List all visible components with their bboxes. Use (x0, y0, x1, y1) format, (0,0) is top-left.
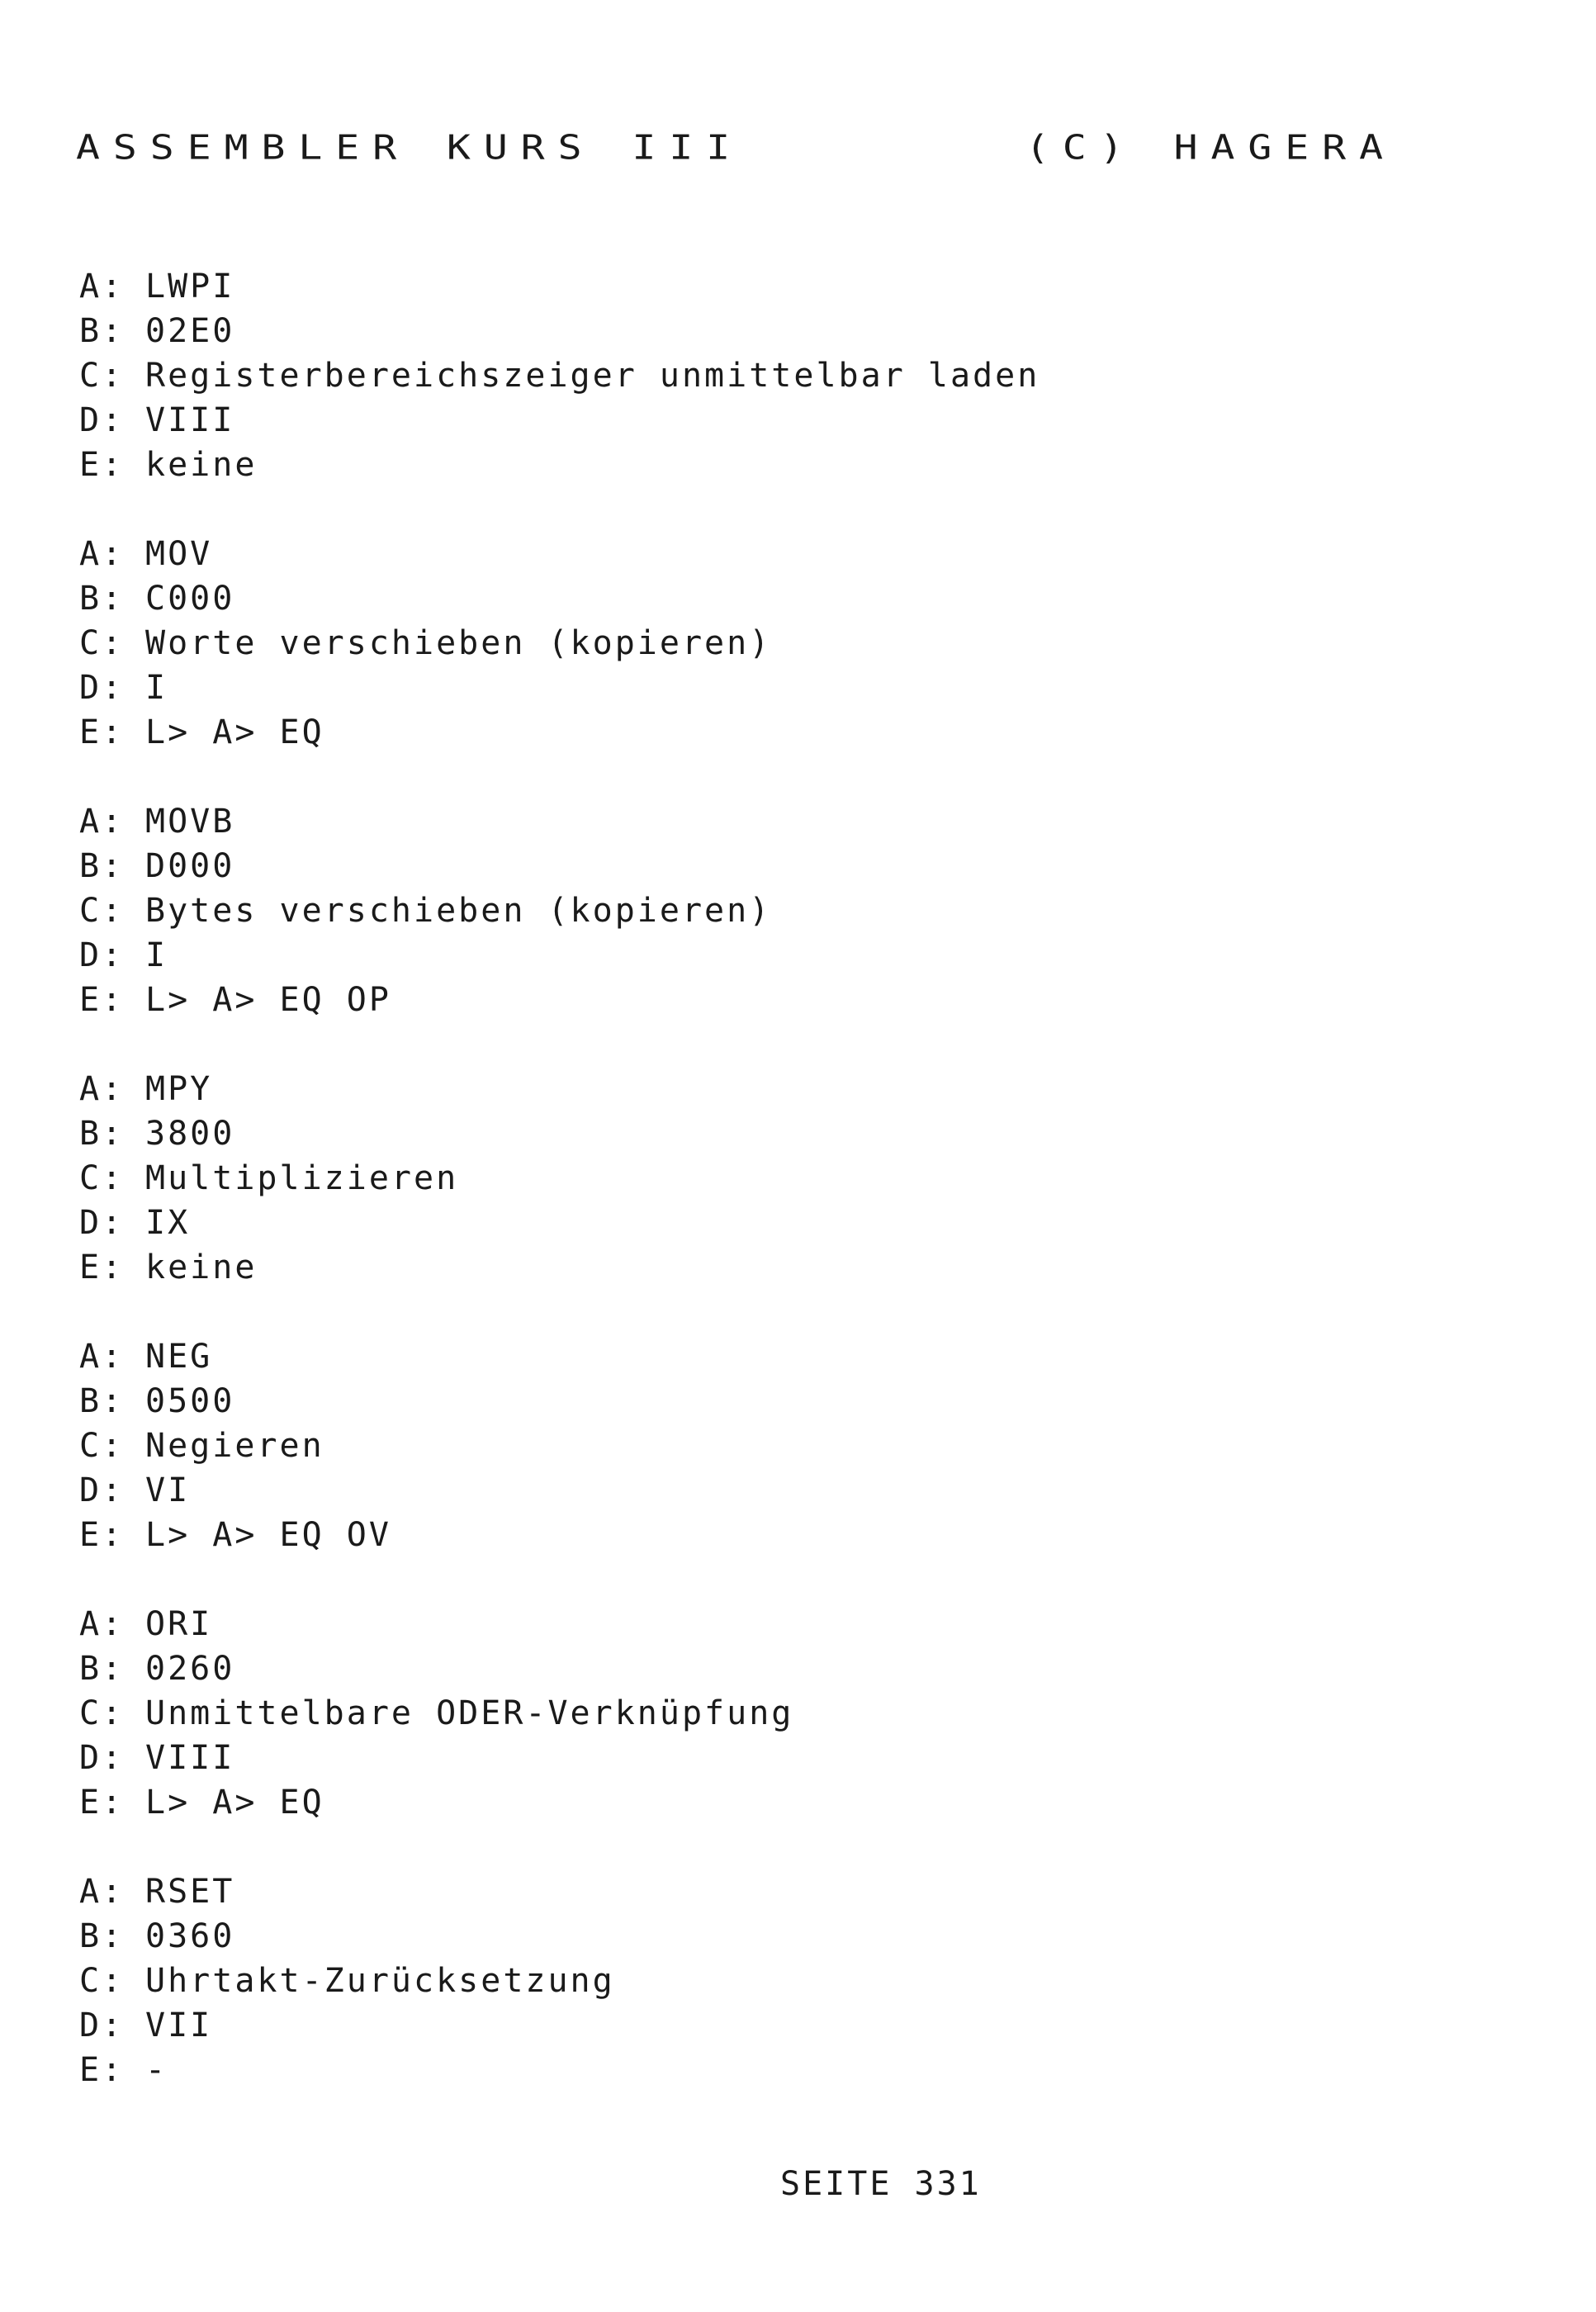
field-e (79, 710, 1400, 755)
field-c (79, 1424, 1400, 1468)
field-a (79, 264, 1400, 309)
field-a (79, 1602, 1400, 1646)
instruction-entry (79, 264, 1400, 487)
field-label: D: (79, 936, 125, 974)
field-label: B: (79, 580, 125, 618)
field-value: Registerbereichszeiger unmittelbar laden (145, 357, 1040, 395)
field-label: D: (79, 2006, 125, 2044)
field-value: L> A> EQ OV (145, 1516, 391, 1554)
field-a (79, 799, 1400, 844)
field-label: C: (79, 1159, 125, 1197)
field-label: B: (79, 1917, 125, 1955)
field-label: C: (79, 892, 125, 930)
field-value: keine (145, 1248, 258, 1286)
instruction-list (79, 264, 1400, 2137)
field-label: D: (79, 1204, 125, 1242)
copyright-notice: (C) HAGERA (1025, 128, 1396, 168)
field-label: B: (79, 1382, 125, 1420)
field-value: 3800 (145, 1115, 235, 1153)
field-e (79, 1245, 1400, 1290)
field-value: Uhrtakt-Zurücksetzung (145, 1962, 615, 2000)
field-label: D: (79, 1739, 125, 1777)
field-label: C: (79, 624, 125, 662)
field-label: C: (79, 357, 125, 395)
field-label: B: (79, 847, 125, 885)
field-b (79, 1914, 1400, 1959)
field-c (79, 1691, 1400, 1736)
instruction-entry (79, 532, 1400, 755)
field-label: C: (79, 1962, 125, 2000)
field-value: LWPI (145, 268, 235, 306)
course-title: ASSEMBLER KURS III (76, 128, 744, 168)
field-label: A: (79, 1605, 125, 1643)
field-value: C000 (145, 580, 235, 618)
field-a (79, 1067, 1400, 1111)
field-value: 0360 (145, 1917, 235, 1955)
field-c (79, 1959, 1400, 2003)
field-label: B: (79, 1115, 125, 1153)
field-value: 02E0 (145, 312, 235, 350)
field-label: A: (79, 1070, 125, 1108)
field-label: E: (79, 1248, 125, 1286)
page-number: SEITE 331 (780, 2165, 982, 2203)
field-d (79, 1201, 1400, 1245)
field-value: 0260 (145, 1650, 235, 1688)
field-label: E: (79, 713, 125, 751)
field-a (79, 1869, 1400, 1914)
field-c (79, 353, 1400, 398)
field-value: VIII (145, 1739, 235, 1777)
field-value: I (145, 936, 168, 974)
field-label: E: (79, 981, 125, 1019)
field-value: L> A> EQ (145, 713, 324, 751)
field-value: I (145, 669, 168, 707)
field-value: keine (145, 446, 258, 484)
field-value: D000 (145, 847, 235, 885)
field-label: E: (79, 446, 125, 484)
field-value: Negieren (145, 1427, 324, 1465)
field-value: VIII (145, 401, 235, 439)
field-e (79, 2048, 1400, 2092)
field-label: E: (79, 1784, 125, 1822)
field-e (79, 1513, 1400, 1557)
field-value: Bytes verschieben (kopieren) (145, 892, 772, 930)
field-value: MPY (145, 1070, 213, 1108)
field-value: VII (145, 2006, 213, 2044)
field-label: B: (79, 312, 125, 350)
field-value: ORI (145, 1605, 213, 1643)
field-label: C: (79, 1427, 125, 1465)
field-label: D: (79, 401, 125, 439)
field-d (79, 666, 1400, 710)
field-value: MOVB (145, 803, 235, 841)
field-value: IX (145, 1204, 191, 1242)
field-value: NEG (145, 1338, 213, 1376)
field-b (79, 844, 1400, 888)
field-label: C: (79, 1694, 125, 1732)
field-a (79, 532, 1400, 576)
field-d (79, 933, 1400, 978)
field-value: L> A> EQ (145, 1784, 324, 1822)
field-c (79, 888, 1400, 933)
field-d (79, 2003, 1400, 2048)
field-label: A: (79, 535, 125, 573)
field-b (79, 1379, 1400, 1424)
field-label: D: (79, 1471, 125, 1509)
field-value: 0500 (145, 1382, 235, 1420)
field-d (79, 1736, 1400, 1780)
field-e (79, 978, 1400, 1022)
instruction-entry (79, 1602, 1400, 1825)
field-label: A: (79, 803, 125, 841)
field-value: Multiplizieren (145, 1159, 459, 1197)
field-d (79, 1468, 1400, 1513)
field-b (79, 576, 1400, 621)
instruction-entry (79, 1067, 1400, 1290)
field-e (79, 443, 1400, 487)
field-e (79, 1780, 1400, 1825)
field-label: E: (79, 1516, 125, 1554)
field-label: A: (79, 268, 125, 306)
field-b (79, 1111, 1400, 1156)
field-d (79, 398, 1400, 443)
field-value: L> A> EQ OP (145, 981, 391, 1019)
instruction-entry (79, 1869, 1400, 2092)
field-label: B: (79, 1650, 125, 1688)
field-label: A: (79, 1873, 125, 1911)
field-c (79, 621, 1400, 666)
field-value: MOV (145, 535, 213, 573)
field-b (79, 309, 1400, 353)
field-b (79, 1646, 1400, 1691)
field-label: D: (79, 669, 125, 707)
field-a (79, 1334, 1400, 1379)
field-value: Unmittelbare ODER-Verknüpfung (145, 1694, 794, 1732)
field-c (79, 1156, 1400, 1201)
instruction-entry (79, 1334, 1400, 1557)
field-value: RSET (145, 1873, 235, 1911)
instruction-entry (79, 799, 1400, 1022)
field-value: VI (145, 1471, 191, 1509)
field-label: A: (79, 1338, 125, 1376)
field-label: E: (79, 2051, 125, 2089)
page-header (76, 128, 1480, 178)
field-value: - (145, 2051, 168, 2089)
field-value: Worte verschieben (kopieren) (145, 624, 772, 662)
